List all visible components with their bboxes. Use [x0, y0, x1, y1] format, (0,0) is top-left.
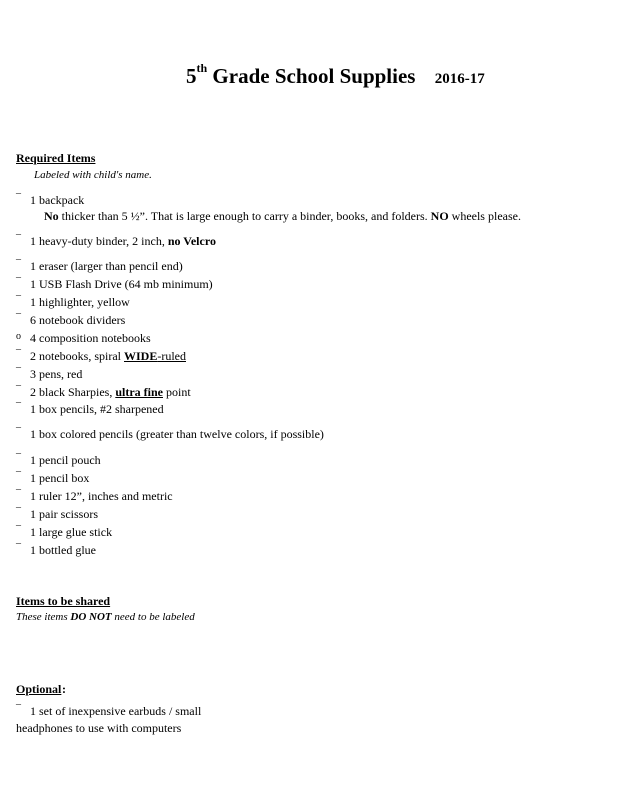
bullet-icon: ¯ — [16, 402, 21, 413]
title-year: 2016-17 — [434, 71, 485, 87]
title-grade-number: 5 — [186, 64, 197, 88]
supply-item-text: 6 notebook dividers — [30, 313, 126, 327]
shared-note-text: These items — [16, 611, 71, 623]
supply-item-text: 4 composition notebooks — [30, 331, 151, 345]
supply-item-text: 1 box pencils, #2 sharpened — [30, 402, 164, 416]
optional-heading-text: Optional — [16, 682, 62, 696]
page-title — [186, 61, 485, 89]
shared-items-heading: Items to be shared — [16, 594, 111, 608]
bullet-icon: o — [16, 331, 21, 342]
supply-item-text: 2 notebooks, spiral — [30, 349, 124, 363]
optional-heading-colon: : — [62, 682, 66, 696]
supply-item-text: 1 pair scissors — [30, 507, 98, 521]
supply-item-text: 3 pens, red — [30, 367, 83, 381]
supply-item-text: 1 box colored pencils (greater than twelve colors, if possible) — [30, 427, 324, 441]
supply-item-text: 1 highlighter, yellow — [30, 295, 130, 309]
bullet-icon: ¯ — [16, 259, 21, 270]
supply-item-text: 1 large glue stick — [30, 525, 113, 539]
supply-item-text-end: point — [162, 385, 191, 399]
optional-item-text: 1 set of inexpensive earbuds / small — [30, 704, 202, 718]
supply-item — [16, 193, 84, 208]
supply-item — [16, 385, 191, 400]
optional-heading — [16, 682, 61, 697]
supply-item — [16, 331, 151, 346]
backpack-note-no: No — [44, 209, 59, 223]
bullet-icon: ¯ — [16, 525, 21, 536]
bullet-icon: ¯ — [16, 295, 21, 306]
bullet-icon: ¯ — [16, 193, 21, 204]
supply-item — [16, 427, 324, 442]
supply-item — [16, 277, 213, 292]
supply-item — [16, 489, 173, 504]
supply-item-text-end: -ruled — [157, 349, 186, 363]
supply-item — [16, 543, 96, 558]
required-items-heading: Required Items — [16, 151, 96, 165]
bullet-icon: ¯ — [16, 543, 21, 554]
bullet-icon: ¯ — [16, 507, 21, 518]
supply-item-text: 1 ruler 12”, inches and metric — [30, 489, 173, 503]
supply-item-text: 1 eraser (larger than pencil end) — [30, 259, 183, 273]
supply-item — [16, 507, 98, 522]
bullet-icon: ¯ — [16, 489, 21, 500]
backpack-note-no-wheels: NO — [430, 209, 449, 223]
supply-item — [16, 402, 164, 417]
supply-item-text: 1 bottled glue — [30, 543, 96, 557]
optional-item-continued: headphones to use with computers — [16, 721, 182, 735]
supply-item-text: 1 USB Flash Drive (64 mb minimum) — [30, 277, 213, 291]
required-items-note: Labeled with child's name. — [34, 169, 152, 181]
title-grade-suffix: th — [196, 61, 208, 75]
shared-items-note — [16, 611, 195, 623]
bullet-icon: ¯ — [16, 277, 21, 288]
supply-item-text: 2 black Sharpies, — [30, 385, 116, 399]
bullet-icon: ¯ — [16, 385, 21, 396]
bullet-icon: ¯ — [16, 704, 21, 715]
bullet-icon: ¯ — [16, 471, 21, 482]
supply-item — [16, 349, 186, 364]
bullet-icon: ¯ — [16, 349, 21, 360]
supply-item-text: 1 pencil pouch — [30, 453, 101, 467]
supply-item — [16, 234, 216, 249]
supply-item-text: 1 heavy-duty binder, 2 inch, — [30, 234, 168, 248]
supply-item-emphasis: WIDE — [124, 349, 158, 363]
supply-item-text: 1 pencil box — [30, 471, 90, 485]
bullet-icon: ¯ — [16, 234, 21, 245]
bullet-icon: ¯ — [16, 313, 21, 324]
backpack-note-end: wheels please. — [448, 209, 521, 223]
supply-item-emphasis: no Velcro — [167, 234, 216, 248]
backpack-note — [44, 209, 521, 224]
supply-item — [16, 367, 82, 382]
supply-item — [16, 525, 112, 540]
supply-item — [16, 453, 101, 468]
supply-item — [16, 259, 183, 274]
bullet-icon: ¯ — [16, 367, 21, 378]
title-main: Grade School Supplies — [212, 64, 416, 88]
bullet-icon: ¯ — [16, 453, 21, 464]
backpack-note-text: thicker than 5 ½”. That is large enough to carry a binder, books, and folders. — [58, 209, 431, 223]
supply-item — [16, 313, 125, 328]
supply-item-text: 1 backpack — [30, 193, 85, 207]
optional-item — [16, 704, 201, 719]
bullet-icon: ¯ — [16, 427, 21, 438]
supply-item — [16, 295, 130, 310]
shared-note-text-end: need to be labeled — [111, 611, 195, 623]
shared-note-emphasis: DO NOT — [70, 611, 112, 623]
supply-item-emphasis: ultra fine — [115, 385, 163, 399]
supply-item — [16, 471, 89, 486]
